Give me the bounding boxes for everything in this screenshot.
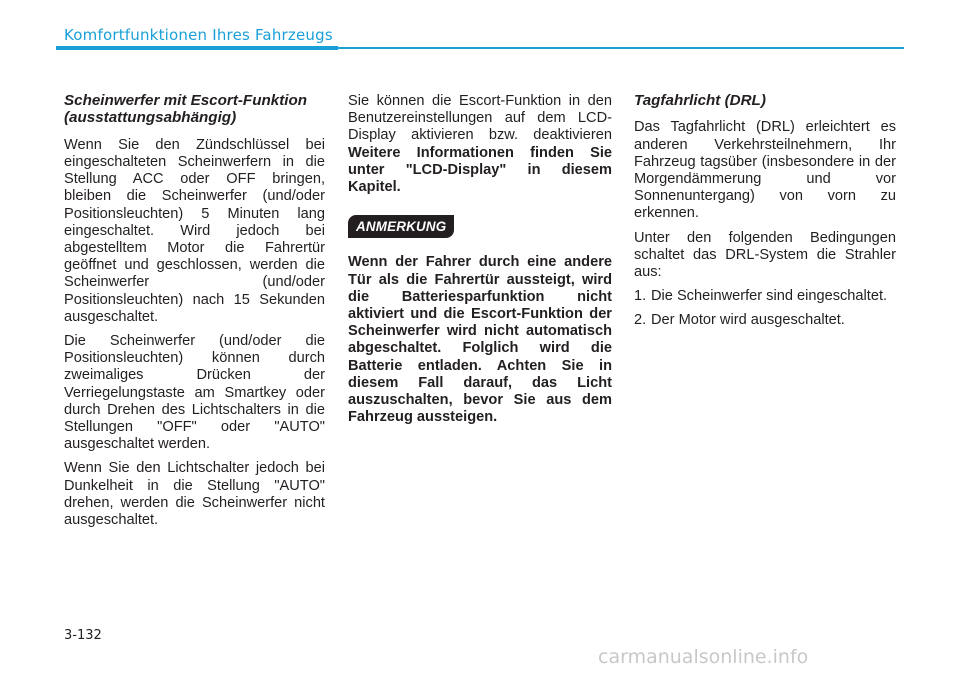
list-item-number: 2. xyxy=(634,312,647,329)
escort-heading: Scheinwerfer mit Escort-Funktion (ausstattungsabhängig) xyxy=(64,92,308,127)
list-item-text: Die Scheinwerfer sind eingeschaltet. xyxy=(651,288,888,305)
escort-settings-more-info: Weitere Informationen finden Sie unter "LCD-Display" in diesem Kapitel. xyxy=(348,144,612,196)
column-escort-settings xyxy=(348,93,612,433)
list-item-text: Der Motor wird ausgeschaltet. xyxy=(651,312,845,329)
drl-paragraph-1: Das Tagfahrlicht (DRL) erleichtert es anderen Verkehrsteilnehmern, Ihr Fahrzeug tagsüber (insbesondere in der Morgendämmerung und vor Sonnenuntergang) von vorn zu erkennen. xyxy=(634,119,896,222)
column-escort-function xyxy=(64,92,325,536)
section-title: Komfortfunktionen Ihres Fahrzeugs xyxy=(64,26,333,44)
escort-settings-text xyxy=(348,93,612,196)
header-rule-thick xyxy=(56,46,338,50)
drl-heading: Tagfahrlicht (DRL) xyxy=(634,92,766,109)
watermark-text: carmanualsonline.info xyxy=(598,646,809,668)
list-item-number: 1. xyxy=(634,288,647,305)
escort-settings-intro: Sie können die Escort-Funktion in den Benutzereinstellungen auf dem LCD-Display aktivieren bzw. deaktivieren xyxy=(348,93,612,144)
list-item xyxy=(634,288,896,305)
escort-paragraph-2: Die Scheinwerfer (und/oder die Positionsleuchten) können durch zweimaliges Drücken der Verriegelungstaste am Smartkey oder durch Drehen des Lichtschalters in die Stellungen "OFF" oder "AUTO" ausgeschaltet werden. xyxy=(64,333,325,453)
list-item xyxy=(634,312,896,329)
escort-paragraph-3: Wenn Sie den Lichtschalter jedoch bei Dunkelheit in die Stellung "AUTO" drehen, werden die Scheinwerfer nicht ausgeschaltet. xyxy=(64,460,325,529)
drl-condition-list xyxy=(634,288,896,329)
page-number: 3-132 xyxy=(64,628,102,643)
escort-paragraph-1: Wenn Sie den Zündschlüssel bei eingeschalteten Scheinwerfern in die Stellung ACC oder OFF bringen, bleiben die Scheinwerfer (und/oder Positionsleuchten) 5 Minuten lang eingeschaltet. Wird jedoch bei abgestelltem Motor die Fahrertür geöffnet und geschlossen, werden die Scheinwerfer (und/oder Positionsleuchten) nach 15 Sekunden ausgeschaltet. xyxy=(64,136,325,325)
drl-paragraph-2: Unter den folgenden Bedingungen schaltet das DRL-System die Strahler aus: xyxy=(634,229,896,281)
column-drl xyxy=(634,92,896,337)
note-badge: ANMERKUNG xyxy=(348,215,454,238)
note-text: Wenn der Fahrer durch eine andere Tür als die Fahrertür aussteigt, wird die Batteriesparfunktion nicht aktiviert und die Escort-Funktion der Scheinwerfer wird nicht automatisch abgeschaltet. Folglich wird die Batterie entladen. Achten Sie in diesem Fall darauf, das Licht auszuschalten, bevor Sie aus dem Fahrzeug aussteigen. xyxy=(348,254,612,426)
header-rule-thin xyxy=(338,47,904,49)
